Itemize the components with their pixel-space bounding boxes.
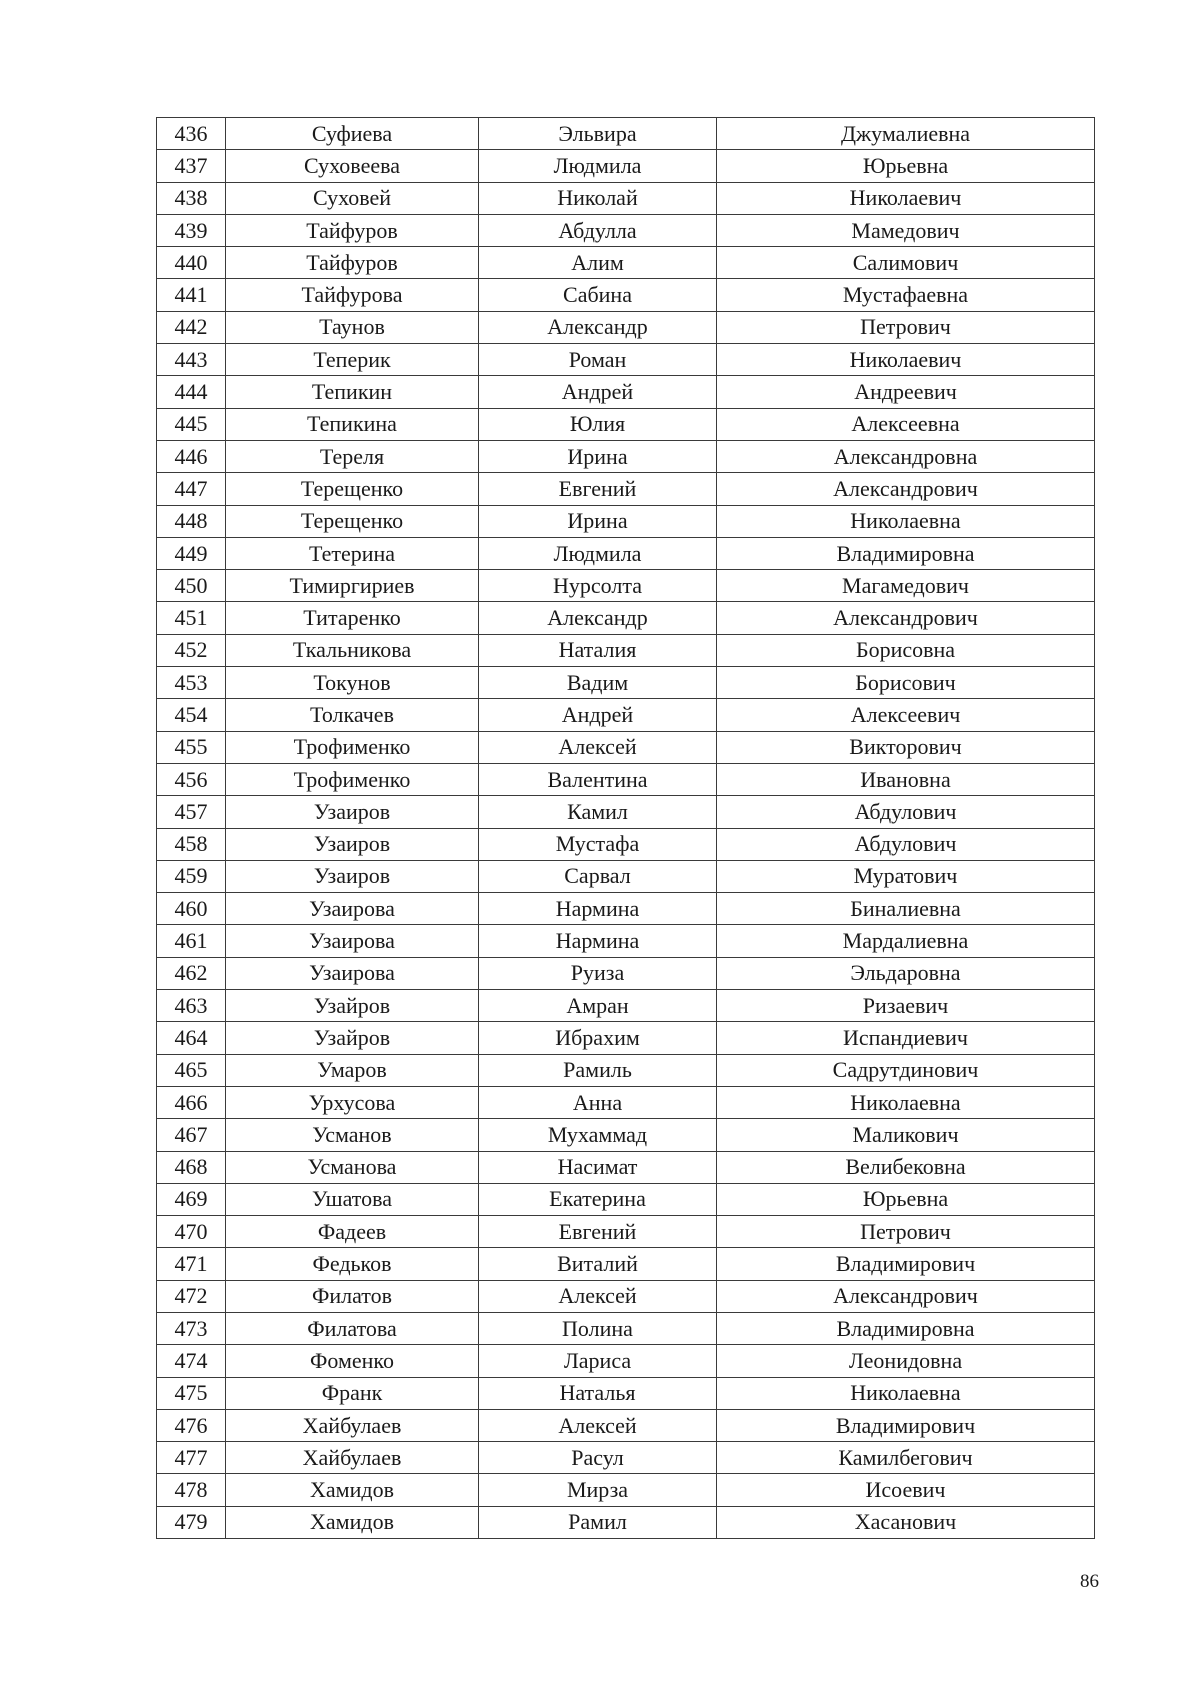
table-row <box>157 1377 1095 1409</box>
first-name-cell: Эльвира <box>479 118 717 150</box>
first-name-cell: Руиза <box>479 957 717 989</box>
row-number-cell: 463 <box>157 990 226 1022</box>
table-row <box>157 150 1095 182</box>
table-row <box>157 344 1095 376</box>
row-number-cell: 471 <box>157 1248 226 1280</box>
table-row <box>157 796 1095 828</box>
row-number-cell: 443 <box>157 344 226 376</box>
table-row <box>157 1409 1095 1441</box>
table-row <box>157 247 1095 279</box>
surname-cell: Трофименко <box>226 731 479 763</box>
row-number-cell: 454 <box>157 699 226 731</box>
patronymic-cell: Джумалиевна <box>717 118 1095 150</box>
first-name-cell: Николай <box>479 182 717 214</box>
row-number-cell: 453 <box>157 667 226 699</box>
row-number-cell: 457 <box>157 796 226 828</box>
surname-cell: Тимиргириев <box>226 570 479 602</box>
surname-cell: Тереля <box>226 440 479 472</box>
table-row <box>157 1183 1095 1215</box>
first-name-cell: Рамил <box>479 1506 717 1538</box>
first-name-cell: Амран <box>479 990 717 1022</box>
surname-cell: Таунов <box>226 311 479 343</box>
row-number-cell: 448 <box>157 505 226 537</box>
row-number-cell: 476 <box>157 1409 226 1441</box>
patronymic-cell: Борисович <box>717 667 1095 699</box>
patronymic-cell: Николаевич <box>717 182 1095 214</box>
row-number-cell: 473 <box>157 1312 226 1344</box>
first-name-cell: Нармина <box>479 893 717 925</box>
surname-cell: Тетерина <box>226 537 479 569</box>
first-name-cell: Андрей <box>479 376 717 408</box>
surname-cell: Усманова <box>226 1151 479 1183</box>
surname-cell: Фадеев <box>226 1216 479 1248</box>
table-row <box>157 376 1095 408</box>
surname-cell: Усманов <box>226 1119 479 1151</box>
names-table-body <box>157 118 1095 1539</box>
patronymic-cell: Испандиевич <box>717 1022 1095 1054</box>
surname-cell: Хамидов <box>226 1506 479 1538</box>
table-row <box>157 667 1095 699</box>
surname-cell: Узаиров <box>226 828 479 860</box>
patronymic-cell: Салимович <box>717 247 1095 279</box>
row-number-cell: 444 <box>157 376 226 408</box>
first-name-cell: Юлия <box>479 408 717 440</box>
first-name-cell: Мухаммад <box>479 1119 717 1151</box>
first-name-cell: Александр <box>479 311 717 343</box>
table-row <box>157 537 1095 569</box>
table-row <box>157 925 1095 957</box>
first-name-cell: Анна <box>479 1086 717 1118</box>
table-row <box>157 1216 1095 1248</box>
patronymic-cell: Петрович <box>717 1216 1095 1248</box>
first-name-cell: Нурсолта <box>479 570 717 602</box>
patronymic-cell: Александрович <box>717 1280 1095 1312</box>
patronymic-cell: Николаевич <box>717 344 1095 376</box>
surname-cell: Терещенко <box>226 473 479 505</box>
first-name-cell: Мирза <box>479 1474 717 1506</box>
table-row <box>157 828 1095 860</box>
first-name-cell: Роман <box>479 344 717 376</box>
patronymic-cell: Леонидовна <box>717 1345 1095 1377</box>
first-name-cell: Александр <box>479 602 717 634</box>
table-row <box>157 408 1095 440</box>
surname-cell: Титаренко <box>226 602 479 634</box>
first-name-cell: Евгений <box>479 473 717 505</box>
surname-cell: Фоменко <box>226 1345 479 1377</box>
surname-cell: Ушатова <box>226 1183 479 1215</box>
row-number-cell: 450 <box>157 570 226 602</box>
patronymic-cell: Мамедович <box>717 214 1095 246</box>
surname-cell: Хайбулаев <box>226 1442 479 1474</box>
table-row <box>157 893 1095 925</box>
first-name-cell: Людмила <box>479 150 717 182</box>
patronymic-cell: Юрьевна <box>717 150 1095 182</box>
row-number-cell: 459 <box>157 860 226 892</box>
table-row <box>157 763 1095 795</box>
surname-cell: Федьков <box>226 1248 479 1280</box>
patronymic-cell: Алексеевна <box>717 408 1095 440</box>
first-name-cell: Нармина <box>479 925 717 957</box>
first-name-cell: Валентина <box>479 763 717 795</box>
patronymic-cell: Ризаевич <box>717 990 1095 1022</box>
first-name-cell: Наталия <box>479 634 717 666</box>
surname-cell: Урхусова <box>226 1086 479 1118</box>
table-row <box>157 214 1095 246</box>
first-name-cell: Рамиль <box>479 1054 717 1086</box>
patronymic-cell: Александрович <box>717 473 1095 505</box>
surname-cell: Толкачев <box>226 699 479 731</box>
patronymic-cell: Маликович <box>717 1119 1095 1151</box>
surname-cell: Франк <box>226 1377 479 1409</box>
patronymic-cell: Мустафаевна <box>717 279 1095 311</box>
row-number-cell: 478 <box>157 1474 226 1506</box>
patronymic-cell: Александрович <box>717 602 1095 634</box>
row-number-cell: 475 <box>157 1377 226 1409</box>
surname-cell: Узаиров <box>226 860 479 892</box>
row-number-cell: 437 <box>157 150 226 182</box>
table-row <box>157 1312 1095 1344</box>
table-row <box>157 505 1095 537</box>
surname-cell: Узаирова <box>226 893 479 925</box>
table-row <box>157 279 1095 311</box>
surname-cell: Тайфурова <box>226 279 479 311</box>
row-number-cell: 474 <box>157 1345 226 1377</box>
row-number-cell: 458 <box>157 828 226 860</box>
table-row <box>157 1151 1095 1183</box>
first-name-cell: Алексей <box>479 1280 717 1312</box>
row-number-cell: 440 <box>157 247 226 279</box>
first-name-cell: Полина <box>479 1312 717 1344</box>
row-number-cell: 439 <box>157 214 226 246</box>
row-number-cell: 451 <box>157 602 226 634</box>
patronymic-cell: Магамедович <box>717 570 1095 602</box>
first-name-cell: Наталья <box>479 1377 717 1409</box>
first-name-cell: Ирина <box>479 440 717 472</box>
row-number-cell: 455 <box>157 731 226 763</box>
surname-cell: Трофименко <box>226 763 479 795</box>
row-number-cell: 447 <box>157 473 226 505</box>
table-row <box>157 990 1095 1022</box>
patronymic-cell: Камилбегович <box>717 1442 1095 1474</box>
patronymic-cell: Николаевна <box>717 505 1095 537</box>
surname-cell: Ткальникова <box>226 634 479 666</box>
first-name-cell: Сарвал <box>479 860 717 892</box>
row-number-cell: 477 <box>157 1442 226 1474</box>
table-row <box>157 570 1095 602</box>
surname-cell: Узаиров <box>226 796 479 828</box>
patronymic-cell: Эльдаровна <box>717 957 1095 989</box>
table-row <box>157 731 1095 763</box>
patronymic-cell: Исоевич <box>717 1474 1095 1506</box>
first-name-cell: Алексей <box>479 731 717 763</box>
patronymic-cell: Хасанович <box>717 1506 1095 1538</box>
first-name-cell: Расул <box>479 1442 717 1474</box>
first-name-cell: Екатерина <box>479 1183 717 1215</box>
table-row <box>157 182 1095 214</box>
surname-cell: Суховей <box>226 182 479 214</box>
surname-cell: Узайров <box>226 990 479 1022</box>
table-row <box>157 1474 1095 1506</box>
patronymic-cell: Александровна <box>717 440 1095 472</box>
first-name-cell: Камил <box>479 796 717 828</box>
surname-cell: Тайфуров <box>226 247 479 279</box>
table-row <box>157 311 1095 343</box>
patronymic-cell: Юрьевна <box>717 1183 1095 1215</box>
patronymic-cell: Николаевна <box>717 1377 1095 1409</box>
table-row <box>157 1280 1095 1312</box>
surname-cell: Тайфуров <box>226 214 479 246</box>
first-name-cell: Абдулла <box>479 214 717 246</box>
surname-cell: Токунов <box>226 667 479 699</box>
patronymic-cell: Владимирович <box>717 1248 1095 1280</box>
table-row <box>157 1442 1095 1474</box>
first-name-cell: Андрей <box>479 699 717 731</box>
table-row <box>157 1054 1095 1086</box>
row-number-cell: 464 <box>157 1022 226 1054</box>
table-row <box>157 860 1095 892</box>
row-number-cell: 438 <box>157 182 226 214</box>
surname-cell: Умаров <box>226 1054 479 1086</box>
row-number-cell: 479 <box>157 1506 226 1538</box>
first-name-cell: Виталий <box>479 1248 717 1280</box>
surname-cell: Узаирова <box>226 957 479 989</box>
patronymic-cell: Абдулович <box>717 828 1095 860</box>
table-row <box>157 1119 1095 1151</box>
first-name-cell: Евгений <box>479 1216 717 1248</box>
patronymic-cell: Ивановна <box>717 763 1095 795</box>
first-name-cell: Людмила <box>479 537 717 569</box>
surname-cell: Суховеева <box>226 150 479 182</box>
patronymic-cell: Владимирович <box>717 1409 1095 1441</box>
patronymic-cell: Мардалиевна <box>717 925 1095 957</box>
patronymic-cell: Владимировна <box>717 537 1095 569</box>
row-number-cell: 465 <box>157 1054 226 1086</box>
row-number-cell: 472 <box>157 1280 226 1312</box>
surname-cell: Тепикин <box>226 376 479 408</box>
row-number-cell: 462 <box>157 957 226 989</box>
table-row <box>157 1022 1095 1054</box>
table-row <box>157 1086 1095 1118</box>
first-name-cell: Сабина <box>479 279 717 311</box>
row-number-cell: 449 <box>157 537 226 569</box>
surname-cell: Узаирова <box>226 925 479 957</box>
row-number-cell: 468 <box>157 1151 226 1183</box>
first-name-cell: Мустафа <box>479 828 717 860</box>
first-name-cell: Алим <box>479 247 717 279</box>
surname-cell: Филатова <box>226 1312 479 1344</box>
row-number-cell: 452 <box>157 634 226 666</box>
row-number-cell: 470 <box>157 1216 226 1248</box>
row-number-cell: 469 <box>157 1183 226 1215</box>
row-number-cell: 442 <box>157 311 226 343</box>
surname-cell: Тепикина <box>226 408 479 440</box>
table-row <box>157 1506 1095 1538</box>
table-row <box>157 118 1095 150</box>
surname-cell: Хамидов <box>226 1474 479 1506</box>
surname-cell: Хайбулаев <box>226 1409 479 1441</box>
first-name-cell: Алексей <box>479 1409 717 1441</box>
table-row <box>157 699 1095 731</box>
row-number-cell: 446 <box>157 440 226 472</box>
row-number-cell: 467 <box>157 1119 226 1151</box>
page-number: 86 <box>1080 1571 1099 1592</box>
patronymic-cell: Садрутдинович <box>717 1054 1095 1086</box>
patronymic-cell: Петрович <box>717 311 1095 343</box>
patronymic-cell: Муратович <box>717 860 1095 892</box>
surname-cell: Суфиева <box>226 118 479 150</box>
surname-cell: Филатов <box>226 1280 479 1312</box>
first-name-cell: Ибрахим <box>479 1022 717 1054</box>
table-row <box>157 473 1095 505</box>
first-name-cell: Вадим <box>479 667 717 699</box>
surname-cell: Теперик <box>226 344 479 376</box>
row-number-cell: 466 <box>157 1086 226 1118</box>
patronymic-cell: Викторович <box>717 731 1095 763</box>
first-name-cell: Лариса <box>479 1345 717 1377</box>
row-number-cell: 461 <box>157 925 226 957</box>
patronymic-cell: Абдулович <box>717 796 1095 828</box>
patronymic-cell: Николаевна <box>717 1086 1095 1118</box>
row-number-cell: 460 <box>157 893 226 925</box>
row-number-cell: 441 <box>157 279 226 311</box>
patronymic-cell: Биналиевна <box>717 893 1095 925</box>
patronymic-cell: Алексеевич <box>717 699 1095 731</box>
table-row <box>157 957 1095 989</box>
row-number-cell: 436 <box>157 118 226 150</box>
row-number-cell: 456 <box>157 763 226 795</box>
table-row <box>157 1345 1095 1377</box>
patronymic-cell: Борисовна <box>717 634 1095 666</box>
surname-cell: Терещенко <box>226 505 479 537</box>
table-row <box>157 634 1095 666</box>
first-name-cell: Насимат <box>479 1151 717 1183</box>
patronymic-cell: Андреевич <box>717 376 1095 408</box>
row-number-cell: 445 <box>157 408 226 440</box>
table-row <box>157 440 1095 472</box>
names-table <box>156 117 1095 1539</box>
table-row <box>157 1248 1095 1280</box>
first-name-cell: Ирина <box>479 505 717 537</box>
patronymic-cell: Владимировна <box>717 1312 1095 1344</box>
surname-cell: Узайров <box>226 1022 479 1054</box>
table-row <box>157 602 1095 634</box>
patronymic-cell: Велибековна <box>717 1151 1095 1183</box>
